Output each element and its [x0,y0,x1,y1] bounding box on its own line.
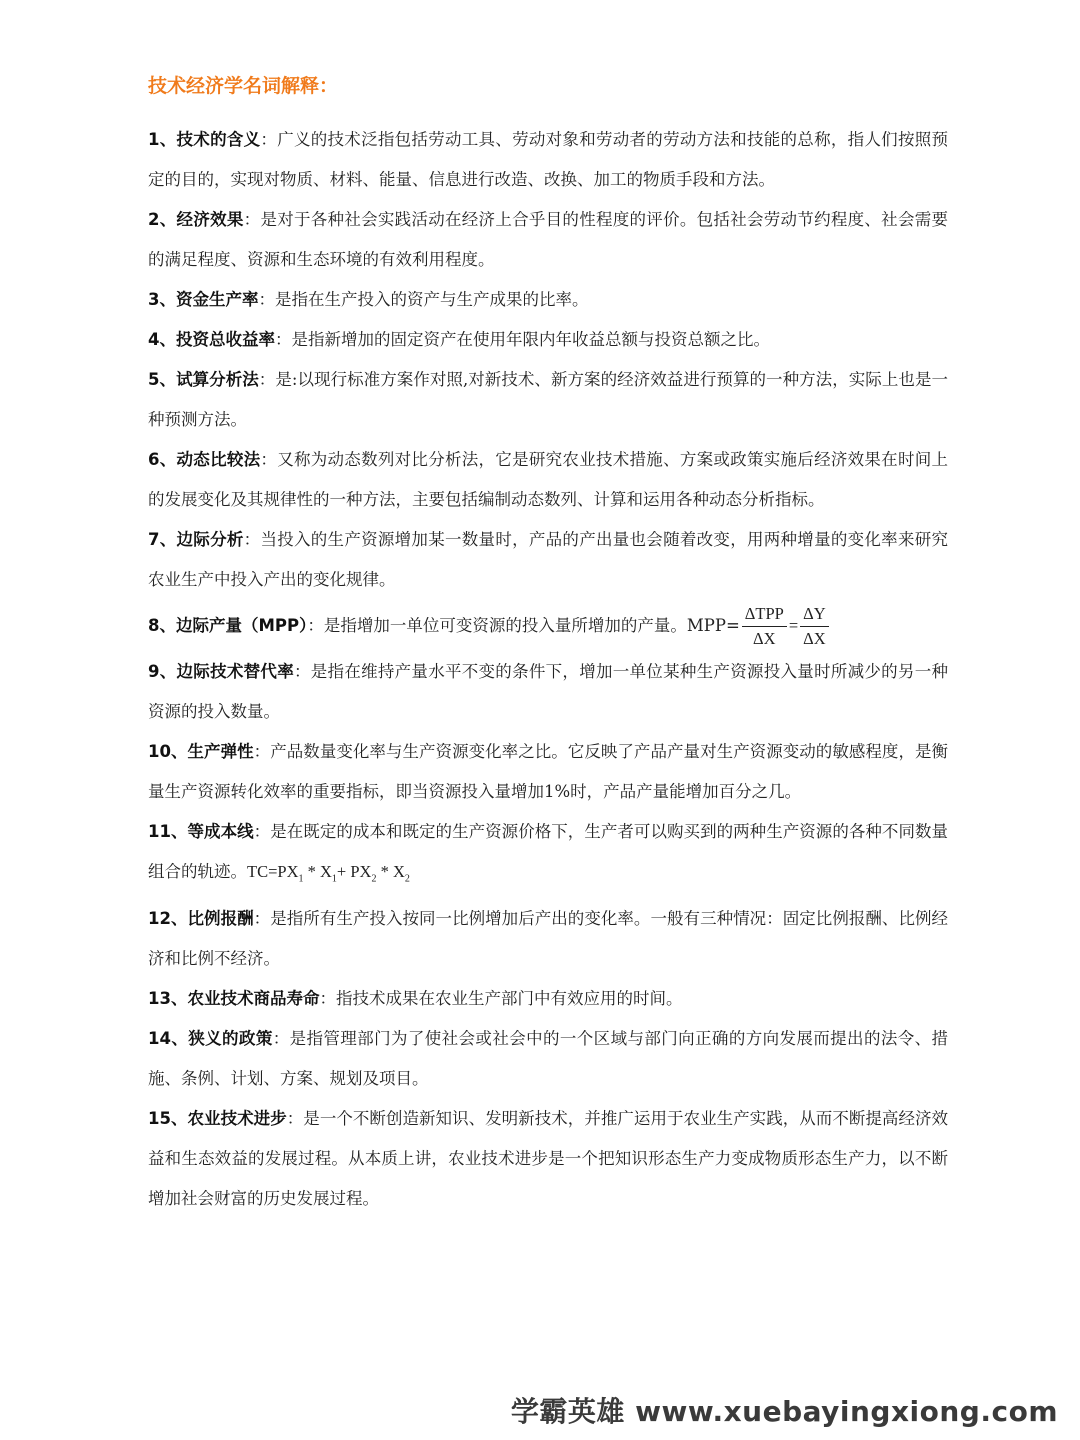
entry-text: 是:以现行标准方案作对照,对新技术、新方案的经济效益进行预算的一种方法，实际上也是一种预测方法。 [148,370,948,429]
entry-term: 12、比例报酬 [148,909,254,929]
entry-text: 指技术成果在农业生产部门中有效应用的时间。 [335,989,683,1009]
entry-separator: ： [286,1109,304,1129]
entry-term: 2、经济效果 [148,210,244,229]
fraction-denominator: ΔX [753,629,776,648]
site-watermark: 学霸英雄 www.xuebayingxiong.com [510,1395,1058,1428]
entry-11 [148,812,948,899]
entry-term: 5、试算分析法 [148,370,259,389]
formula-subscript: 1 [298,873,304,885]
entry-3 [148,280,948,320]
entry-14 [148,1019,948,1099]
formula-part: * X [376,862,405,881]
entry-term: 13、农业技术商品寿命 [148,989,320,1009]
entry-text: 广义的技术泛指包括劳动工具、劳动对象和劳动者的劳动方法和技能的总称，指人们按照预定的目的，实现对物质、材料、能量、信息进行改造、改换、加工的物质手段和方法。 [148,130,949,189]
formula-part: * X [303,862,332,881]
entry-text: 产品数量变化率与生产资源变化率之比。它反映了产品产量对生产资源变动的敏感程度，是衡量生产资源转化效率的重要指标，即当资源投入量增加1%时，产品产量能增加百分之几。 [148,742,949,801]
fraction-numerator: ΔTPP [742,602,787,627]
entry-text: 是对于各种社会实践活动在经济上合乎目的性程度的评价。包括社会劳动节约程度、社会需要的满足程度、资源和生态环境的有效利用程度。 [148,210,949,269]
entry-text: 是指增加一单位可变资源的投入量所增加的产量。MPP= [323,616,740,635]
entry-separator: ： [272,1029,290,1049]
entry-text: 当投入的生产资源增加某一数量时，产品的产出量也会随着改变，用两种增量的变化率来研究农业生产中投入产出的变化规律。 [148,530,949,589]
tc-formula [247,862,410,885]
entry-text: 是在既定的成本和既定的生产资源价格下，生产者可以购买到的两种生产资源的各种不同数量组合的轨迹。 [148,822,949,881]
entry-term: 8、边际产量（MPP） [148,616,308,635]
entry-separator: ： [253,742,271,761]
entry-separator: ： [243,210,261,229]
formula-part: + PX [336,862,372,881]
equals-sign: = [788,616,799,635]
entry-text: 又称为动态数列对比分析法，它是研究农业技术措施、方案或政策实施后经济效果在时间上的发展变化及其规律性的一种方法，主要包括编制动态数列、计算和运用各种动态分析指标。 [148,450,949,509]
entry-separator: ： [319,989,336,1009]
entry-separator: ： [274,330,292,349]
entry-separator: ： [260,130,278,149]
entry-separator: ： [253,909,271,929]
entry-text: 是指新增加的固定资产在使用年限内年收益总额与投资总额之比。 [291,330,770,349]
formula-subscript: 1 [331,873,337,885]
entry-12 [148,899,948,979]
entry-separator: ： [258,370,276,389]
document-page [148,66,948,1219]
entry-6 [148,440,948,520]
entry-term: 1、技术的含义 [148,130,261,149]
entry-term: 11、等成本线 [148,822,254,841]
fraction-y-x [800,602,829,651]
entry-text: 是指在生产投入的资产与生产成果的比率。 [274,290,589,309]
entry-text: 是指所有生产投入按同一比例增加后产出的变化率。一般有三种情况：固定比例报酬、比例经济和比例不经济。 [148,909,949,969]
entry-1 [148,120,948,200]
document-title: 技术经济学名词解释： [148,75,339,97]
entry-term: 15、农业技术进步 [148,1109,287,1129]
entry-text: 是指管理部门为了使社会或社会中的一个区域与部门向正确的方向发展而提出的法令、措施、条例、计划、方案、规划及项目。 [148,1029,949,1089]
fraction-tpp-x [742,602,787,651]
entry-2 [148,200,948,280]
entry-13 [148,979,948,1019]
formula-part: TC=PX [247,862,299,881]
entry-term: 4、投资总收益率 [148,330,275,349]
formula-subscript: 2 [404,873,410,885]
entry-text: 是一个不断创造新知识、发明新技术，并推广运用于农业生产实践，从而不断提高经济效益和生态效益的发展过程。从本质上讲，农业技术进步是一个把知识形态生产力变成物质形态生产力，以不断增加社会财富的历史发展过程。 [148,1109,949,1209]
entry-10 [148,732,948,812]
entry-term: 10、生产弹性 [148,742,254,761]
entry-separator: ： [258,290,275,309]
entry-5 [148,360,948,440]
fraction-denominator: ΔX [803,629,826,648]
entry-separator: ： [253,822,271,841]
entry-15 [148,1099,948,1219]
entry-separator: ： [243,530,261,549]
entry-term: 6、动态比较法 [148,450,261,469]
fraction-numerator: ΔY [800,602,829,627]
entry-separator: ： [307,616,324,635]
entry-term: 9、边际技术替代率 [148,662,294,681]
entry-separator: ： [293,662,311,681]
formula-subscript: 2 [371,873,377,885]
entry-term: 14、狭义的政策 [148,1029,273,1049]
entry-9 [148,652,948,732]
entry-text: 是指在维持产量水平不变的条件下，增加一单位某种生产资源投入量时所减少的另一种资源的投入数量。 [148,662,949,721]
entry-4 [148,320,948,360]
entry-7 [148,520,948,600]
entry-term: 7、边际分析 [148,530,244,549]
entry-8 [148,600,948,652]
entry-term: 3、资金生产率 [148,290,259,309]
entry-separator: ： [260,450,278,469]
